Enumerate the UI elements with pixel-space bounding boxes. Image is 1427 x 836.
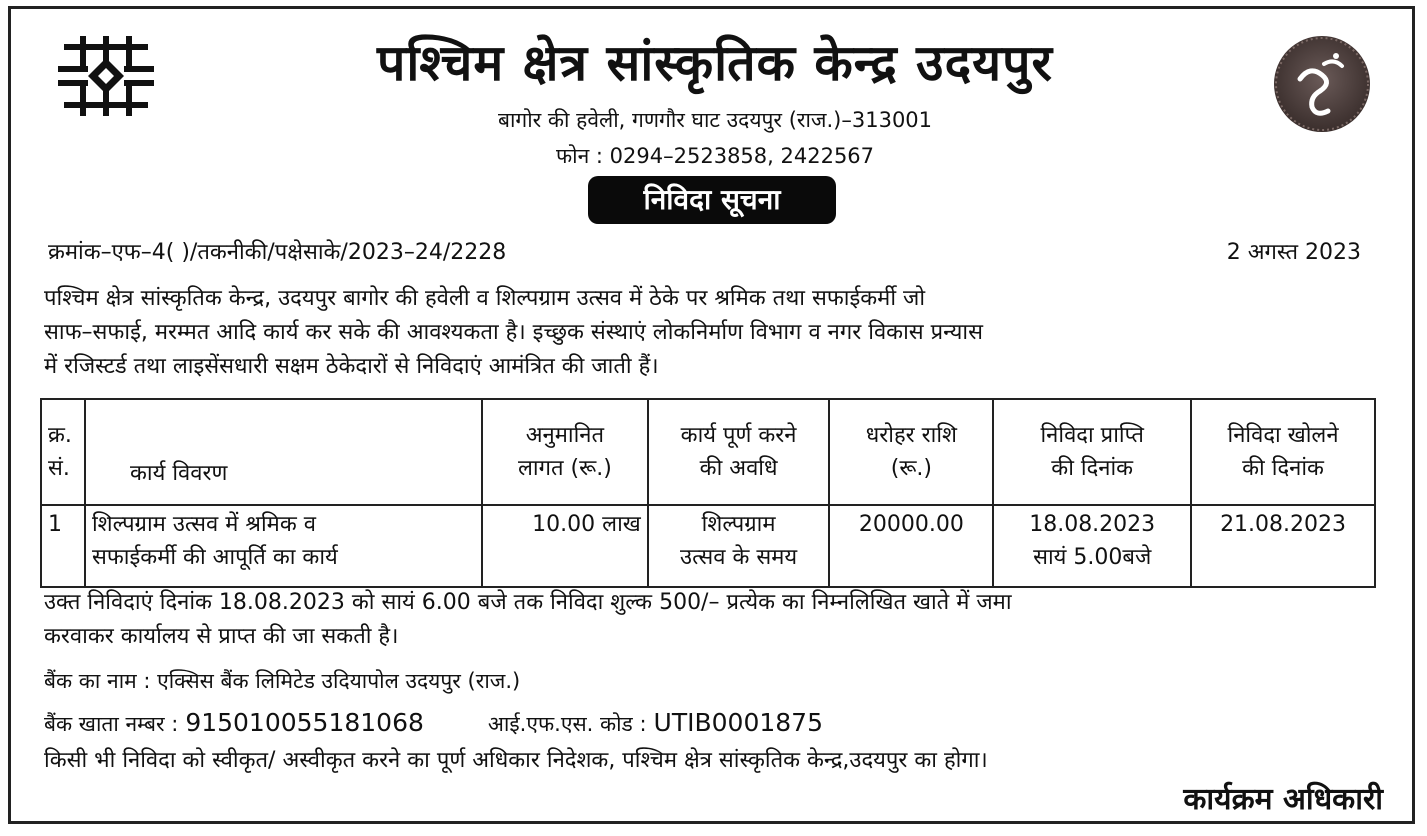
cell-work: शिल्पग्राम उत्सव में श्रमिक व सफाईकर्मी की आपूर्ति का कार्य (85, 505, 482, 587)
notice-badge: निविदा सूचना (588, 176, 836, 224)
ifsc-code: UTIB0001875 (653, 708, 823, 737)
rights-note: किसी भी निविदा को स्वीकृत/ अस्वीकृत करने का पूर्ण अधिकार निदेशक, पश्चिम क्षेत्र सांस्कृतिक केन्द्र,उदयपुर का होगा। (44, 748, 988, 773)
fee-note-line: करवाकर कार्यालय से प्राप्त की जा सकती है। (44, 624, 399, 649)
intro-line: पश्चिम क्षेत्र सांस्कृतिक केन्द्र, उदयपुर बागोर की हवेली व शिल्पग्राम उत्सव में ठेके पर श्रमिक तथा सफाईकर्मी जो (44, 286, 926, 311)
intro-paragraph (44, 282, 1384, 384)
signature-title: कार्यक्रम अधिकारी (1183, 782, 1383, 817)
cell-deposit: 20000.00 (829, 505, 993, 587)
col-header-opening: निविदा खोलने की दिनांक (1191, 399, 1375, 505)
bank-name: बैंक का नाम : एक्सिस बैंक लिमिटेड उदियापोल उदयपुर (राज.) (44, 669, 521, 693)
fee-note-line: उक्त निविदाएं दिनांक 18.08.2023 को सायं 6.00 बजे तक निविदा शुल्क 500/– प्रत्येक का निम्नलिखित खाते में जमा (44, 590, 1012, 615)
culture-seal-logo (1272, 34, 1372, 134)
page-title: पश्चिम क्षेत्र सांस्कृतिक केन्द्र उदयपुर (377, 34, 1053, 92)
ifsc-label: आई.एफ.एस. कोड : (487, 712, 647, 736)
cell-receipt: 18.08.2023 सायं 5.00बजे (993, 505, 1191, 587)
account-label: बैंक खाता नम्बर : (44, 712, 179, 736)
table-row (41, 505, 1375, 587)
fee-note (44, 586, 1384, 654)
col-header-sno: क्र. सं. (41, 399, 85, 505)
phone-line: फोन : 0294–2523858, 2422567 (555, 144, 875, 168)
address: बागोर की हवेली, गणगौर घाट उदयपुर (राज.)–313001 (497, 108, 933, 132)
cell-cost: 10.00 लाख (482, 505, 648, 587)
col-header-receipt: निविदा प्राप्ति की दिनांक (993, 399, 1191, 505)
col-header-duration: कार्य पूर्ण करने की अवधि (648, 399, 830, 505)
col-header-deposit: धरोहर राशि (रू.) (829, 399, 993, 505)
table-header-row (41, 399, 1375, 505)
account-number: 915010055181068 (185, 708, 424, 737)
wzcc-emblem-logo (58, 36, 154, 116)
col-header-work: कार्य विवरण (85, 399, 482, 505)
col-header-cost: अनुमानित लागत (रू.) (482, 399, 648, 505)
tender-table (40, 398, 1376, 588)
cell-duration: शिल्पग्राम उत्सव के समय (648, 505, 830, 587)
cell-opening: 21.08.2023 (1191, 505, 1375, 587)
cell-sno: 1 (41, 505, 85, 587)
intro-line: में रजिस्टर्ड तथा लाइसेंसधारी सक्षम ठेकेदारों से निविदाएं आमंत्रित की जाती हैं। (44, 354, 659, 379)
notice-date: 2 अगस्त 2023 (1226, 240, 1361, 265)
bank-account-line (44, 706, 823, 742)
reference-number: क्रमांक–एफ–4( )/तकनीकी/पक्षेसाके/2023–24/2228 (48, 240, 507, 265)
intro-line: साफ–सफाई, मरम्मत आदि कार्य कर सके की आवश्यकता है। इच्छुक संस्थाएं लोकनिर्माण विभाग व नगर विकास प्रन्यास (44, 320, 983, 345)
